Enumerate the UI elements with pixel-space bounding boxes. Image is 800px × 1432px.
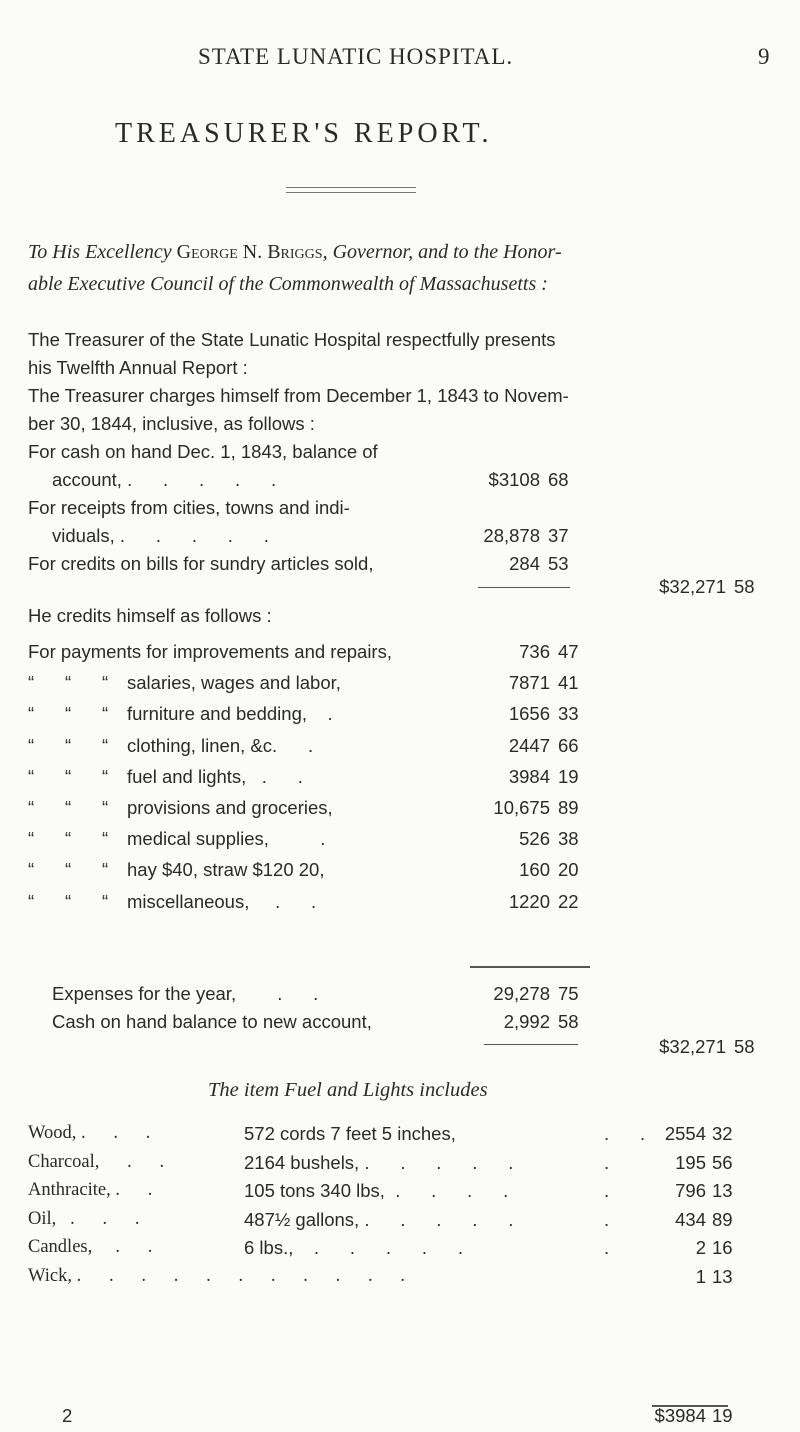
payment-label: medical supplies, .: [127, 828, 326, 849]
charge-2-line-1: For receipts from cities, towns and indi-: [28, 497, 350, 518]
title-rule-top: [286, 187, 416, 188]
charge-2-line-2: viduals, . . . . .: [52, 525, 269, 546]
credits-total-cents: 58: [734, 1036, 755, 1057]
payment-cents: 41: [558, 672, 579, 693]
payment-label: provisions and groceries,: [127, 797, 333, 818]
payment-ditto-marks: “ “ “: [28, 735, 109, 756]
expenses-rule: [470, 966, 590, 968]
address-his-excellency: His Excellency: [52, 241, 172, 263]
payment-cents: 47: [558, 641, 579, 662]
fuel-item-leader: .: [604, 1180, 610, 1201]
credits-total-dollars: $32,271: [659, 1036, 726, 1057]
payment-ditto-marks: “ “ “: [28, 891, 109, 912]
address-to: To: [28, 241, 48, 263]
charge-3-cents: 53: [548, 553, 569, 574]
fuel-item-cents: 89: [712, 1209, 733, 1230]
fuel-item-description: 105 tons 340 lbs, . . . .: [244, 1180, 509, 1201]
payment-label: salaries, wages and labor,: [127, 672, 341, 693]
charge-1-line-1: For cash on hand Dec. 1, 1843, balance of: [28, 441, 378, 462]
address-and-to: and to the Honor-: [418, 241, 562, 263]
payment-cents: 66: [558, 735, 579, 756]
fuel-item-cents: 32: [712, 1123, 733, 1144]
fuel-item-description: 572 cords 7 feet 5 inches,: [244, 1123, 456, 1144]
credits-heading: He credits himself as follows :: [28, 605, 272, 626]
intro-line-1: The Treasurer of the State Lunatic Hospital respectfully presents: [28, 329, 556, 350]
payment-cents: 19: [558, 766, 579, 787]
payment-dollars: 736: [519, 641, 550, 662]
fuel-item-leader: .: [604, 1209, 610, 1230]
fuel-item-description: 2164 bushels, . . . . .: [244, 1152, 514, 1173]
payment-dollars: 7871: [508, 672, 550, 693]
fuel-item-cents: 56: [712, 1152, 733, 1173]
charge-2-cents: 37: [548, 525, 569, 546]
address-line-1: [28, 241, 562, 264]
fuel-item-name: Wick, . . . . . . . . . . .: [28, 1266, 405, 1286]
intro-line-4: ber 30, 1844, inclusive, as follows :: [28, 413, 315, 434]
payment-dollars: 526: [519, 828, 550, 849]
fuel-item-leader: .: [604, 1152, 610, 1173]
payment-label: furniture and bedding, .: [127, 703, 333, 724]
payment-dollars: 3984: [508, 766, 550, 787]
charge-1-line-2: account, . . . . .: [52, 469, 277, 490]
payment-ditto-marks: “ “ “: [28, 859, 109, 880]
running-header: STATE LUNATIC HOSPITAL.: [198, 44, 514, 69]
title-rule-bottom: [286, 192, 416, 193]
fuel-item-name: Candles, . .: [28, 1237, 153, 1257]
fuel-item-name: Oil, . . .: [28, 1209, 140, 1229]
payment-ditto-marks: “ “ “: [28, 703, 109, 724]
payment-cents: 20: [558, 859, 579, 880]
fuel-item-leader: .: [604, 1237, 610, 1258]
cash-balance-label: Cash on hand balance to new account,: [52, 1011, 372, 1032]
payment-dollars: 160: [519, 859, 550, 880]
fuel-item-dollars: 1: [695, 1266, 706, 1287]
charge-2-dollars: 28,878: [483, 525, 540, 546]
charge-1-cents: 68: [548, 469, 569, 490]
fuel-item-name: Charcoal, . .: [28, 1152, 165, 1172]
fuel-item-dollars: 796: [675, 1180, 706, 1201]
fuel-item-cents: 16: [712, 1237, 733, 1258]
expenses-label: Expenses for the year, . .: [52, 983, 319, 1004]
fuel-item-dollars: 2554: [664, 1123, 706, 1144]
fuel-item-dollars: 2: [695, 1237, 706, 1258]
payment-label: miscellaneous, . .: [127, 891, 317, 912]
charge-3-line-1: For credits on bills for sundry articles sold,: [28, 553, 374, 574]
fuel-item-dollars: 434: [675, 1209, 706, 1230]
intro-line-3: The Treasurer charges himself from December 1, 1843 to Novem-: [28, 385, 569, 406]
fuel-item-leader: . .: [604, 1123, 646, 1144]
payment-label: clothing, linen, &c. .: [127, 735, 314, 756]
payment-cents: 89: [558, 797, 579, 818]
page-number: 9: [758, 44, 771, 69]
intro-line-2: his Twelfth Annual Report :: [28, 357, 248, 378]
fuel-item-dollars: 195: [675, 1152, 706, 1173]
fuel-item-description: 487½ gallons, . . . . .: [244, 1209, 514, 1230]
fuel-total-cents: 19: [712, 1405, 733, 1426]
payment-ditto-marks: “ “ “: [28, 797, 109, 818]
payment-ditto-marks: “ “ “: [28, 672, 109, 693]
report-title: TREASURER'S REPORT.: [115, 118, 493, 149]
payment-cents: 22: [558, 891, 579, 912]
address-governor-name: George N. Briggs,: [176, 241, 328, 263]
payment-ditto-marks: “ “ “: [28, 766, 109, 787]
address-line-2: able Executive Council of the Commonwealth of Massachusetts :: [28, 273, 548, 295]
expenses-cents: 75: [558, 983, 579, 1004]
signature-mark: 2: [62, 1405, 73, 1426]
charge-1-dollars: $3108: [488, 469, 540, 490]
payment-ditto-marks: “ “ “: [28, 828, 109, 849]
fuel-item-description: 6 lbs., . . . . .: [244, 1237, 463, 1258]
charges-total-rule: [478, 587, 570, 588]
fuel-item-cents: 13: [712, 1180, 733, 1201]
fuel-heading: The item Fuel and Lights includes: [208, 1079, 488, 1101]
charge-3-dollars: 284: [509, 553, 540, 574]
payment-label: fuel and lights, . .: [127, 766, 303, 787]
expenses-dollars: 29,278: [493, 983, 550, 1004]
charges-total-cents: 58: [734, 576, 755, 597]
cash-balance-dollars: 2,992: [503, 1011, 550, 1032]
payment-dollars: 1656: [508, 703, 550, 724]
fuel-total-dollars: $3984: [654, 1405, 706, 1426]
fuel-item-name: Wood, . . .: [28, 1123, 151, 1143]
charges-total-dollars: $32,271: [659, 576, 726, 597]
payment-dollars: 1220: [508, 891, 550, 912]
credits-total-rule: [484, 1044, 578, 1045]
cash-balance-cents: 58: [558, 1011, 579, 1032]
payment-cents: 33: [558, 703, 579, 724]
payment-dollars: 2447: [508, 735, 550, 756]
fuel-item-cents: 13: [712, 1266, 733, 1287]
payment-dollars: 10,675: [493, 797, 550, 818]
payment-label: hay $40, straw $120 20,: [127, 859, 325, 880]
address-governor-title: Governor,: [332, 241, 414, 263]
payment-label: For payments for improvements and repairs,: [28, 641, 392, 662]
payment-cents: 38: [558, 828, 579, 849]
fuel-item-name: Anthracite, . .: [28, 1180, 153, 1200]
